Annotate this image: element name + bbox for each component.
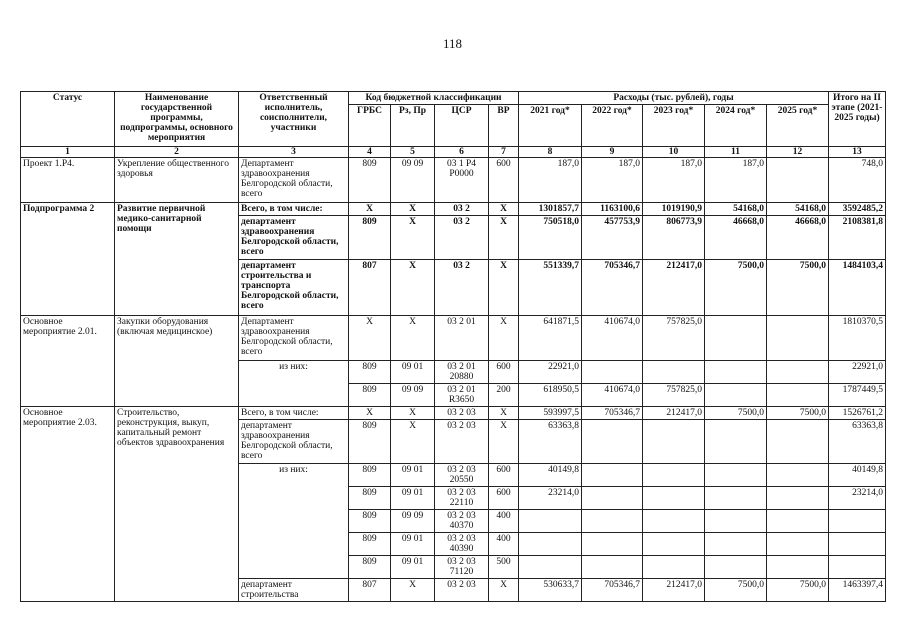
value-2025: [767, 533, 829, 556]
vr-cell: Х: [489, 203, 519, 216]
grbs-cell: 807: [349, 579, 391, 602]
value-2024: [705, 533, 767, 556]
value-2021: 187,0: [519, 158, 582, 203]
value-2022: [582, 487, 643, 510]
csr-cell: 03 2 03 22110: [435, 487, 489, 510]
header-2024: 2024 год*: [705, 105, 767, 147]
rzpr-cell: Х: [391, 420, 435, 464]
value-2023: 1019190,9: [643, 203, 705, 216]
vr-cell: 600: [489, 464, 519, 487]
vr-cell: Х: [489, 216, 519, 260]
header-expenses: Расходы (тыс. рублей), годы: [519, 92, 829, 105]
header-status: Статус: [21, 92, 115, 147]
value-2023: 212417,0: [643, 407, 705, 420]
csr-cell: 03 2 03 40370: [435, 510, 489, 533]
col-number: 4: [349, 147, 391, 158]
value-2021: 750518,0: [519, 216, 582, 260]
value-2025: [767, 420, 829, 464]
value-2025: 54168,0: [767, 203, 829, 216]
name-cell: Строительство, реконструкция, выкуп, капитальный ремонт объектов здравоохранения: [115, 407, 239, 602]
csr-cell: 03 2: [435, 203, 489, 216]
value-2024: [705, 510, 767, 533]
value-2022: 457753,9: [582, 216, 643, 260]
value-total: 1526761,2: [829, 407, 886, 420]
value-2023: [643, 420, 705, 464]
csr-cell: 03 1 Р4 Р0000: [435, 158, 489, 203]
value-2025: [767, 361, 829, 384]
rzpr-cell: 09 01: [391, 533, 435, 556]
grbs-cell: 809: [349, 158, 391, 203]
name-cell: Укрепление общественного здоровья: [115, 158, 239, 203]
value-2025: [767, 556, 829, 579]
value-2024: 7500,0: [705, 260, 767, 316]
value-2025: 46668,0: [767, 216, 829, 260]
header-name: Наименование государственной программы, подпрограммы, основного мероприятия: [115, 92, 239, 147]
value-2023: [643, 510, 705, 533]
value-2021: 593997,5: [519, 407, 582, 420]
value-2025: [767, 158, 829, 203]
value-2021: 551339,7: [519, 260, 582, 316]
col-number: 10: [643, 147, 705, 158]
vr-cell: 600: [489, 487, 519, 510]
rzpr-cell: 09 09: [391, 384, 435, 407]
header-responsible: Ответственный исполнитель, соисполнители, участники: [239, 92, 349, 147]
value-2023: 757825,0: [643, 384, 705, 407]
value-2022: [582, 556, 643, 579]
responsible-cell: департамент здравоохранения Белгородской области, всего: [239, 216, 349, 260]
grbs-cell: 809: [349, 216, 391, 260]
vr-cell: Х: [489, 407, 519, 420]
csr-cell: 03 2 03 40390: [435, 533, 489, 556]
rzpr-cell: Х: [391, 407, 435, 420]
value-total: 2108381,8: [829, 216, 886, 260]
col-number: 8: [519, 147, 582, 158]
grbs-cell: 809: [349, 361, 391, 384]
rzpr-cell: Х: [391, 316, 435, 361]
responsible-cell: Всего, в том числе:: [239, 407, 349, 420]
table-row: [21, 203, 886, 216]
header-csr: ЦСР: [435, 105, 489, 147]
grbs-cell: Х: [349, 316, 391, 361]
grbs-cell: 809: [349, 510, 391, 533]
rzpr-cell: Х: [391, 203, 435, 216]
rzpr-cell: 09 01: [391, 464, 435, 487]
responsible-cell: департамент строительства и транспорта Белгородской области, всего: [239, 260, 349, 316]
value-2023: [643, 487, 705, 510]
responsible-cell: из них:: [239, 464, 349, 579]
rzpr-cell: Х: [391, 579, 435, 602]
csr-cell: 03 2: [435, 260, 489, 316]
value-2022: 705346,7: [582, 579, 643, 602]
status-cell: Проект 1.Р4.: [21, 158, 115, 203]
responsible-cell: департамент здравоохранения Белгородской области, всего: [239, 420, 349, 464]
value-2025: 7500,0: [767, 579, 829, 602]
grbs-cell: 809: [349, 487, 391, 510]
grbs-cell: 809: [349, 533, 391, 556]
csr-cell: 03 2: [435, 216, 489, 260]
rzpr-cell: 09 09: [391, 158, 435, 203]
value-2025: [767, 316, 829, 361]
value-2025: [767, 510, 829, 533]
value-2023: [643, 361, 705, 384]
value-2024: [705, 556, 767, 579]
vr-cell: 400: [489, 510, 519, 533]
value-2021: 23214,0: [519, 487, 582, 510]
value-2022: 705346,7: [582, 407, 643, 420]
header-rzpr: Рз, Пр: [391, 105, 435, 147]
value-2021: 1301857,7: [519, 203, 582, 216]
responsible-cell: департамент строительства: [239, 579, 349, 602]
value-2021: 530633,7: [519, 579, 582, 602]
value-total: 22921,0: [829, 361, 886, 384]
name-cell: Развитие первичной медико-санитарной помощи: [115, 203, 239, 316]
vr-cell: Х: [489, 260, 519, 316]
col-number: 13: [829, 147, 886, 158]
value-2024: 54168,0: [705, 203, 767, 216]
col-number: 7: [489, 147, 519, 158]
col-number: 1: [21, 147, 115, 158]
col-number: 9: [582, 147, 643, 158]
status-cell: Основное мероприятие 2.01.: [21, 316, 115, 407]
grbs-cell: Х: [349, 407, 391, 420]
csr-cell: 03 2 03: [435, 420, 489, 464]
vr-cell: 400: [489, 533, 519, 556]
value-2023: 757825,0: [643, 316, 705, 361]
value-2022: 1163100,6: [582, 203, 643, 216]
value-2025: 7500,0: [767, 407, 829, 420]
responsible-cell: Всего, в том числе:: [239, 203, 349, 216]
value-total: 40149,8: [829, 464, 886, 487]
responsible-cell: Департамент здравоохранения Белгородской области, всего: [239, 158, 349, 203]
header-2023: 2023 год*: [643, 105, 705, 147]
value-2024: 187,0: [705, 158, 767, 203]
rzpr-cell: 09 01: [391, 361, 435, 384]
value-2025: [767, 487, 829, 510]
value-2024: [705, 361, 767, 384]
col-number: 11: [705, 147, 767, 158]
rzpr-cell: Х: [391, 216, 435, 260]
rzpr-cell: 09 01: [391, 487, 435, 510]
value-2024: [705, 487, 767, 510]
col-number: 12: [767, 147, 829, 158]
value-2023: [643, 556, 705, 579]
name-cell: Закупки оборудования (включая медицинское): [115, 316, 239, 407]
value-2023: 806773,9: [643, 216, 705, 260]
value-2024: [705, 420, 767, 464]
csr-cell: 03 2 01: [435, 316, 489, 361]
value-2024: 7500,0: [705, 407, 767, 420]
grbs-cell: Х: [349, 203, 391, 216]
header-budget-code: Код бюджетной классификации: [349, 92, 519, 105]
table-row: [21, 158, 886, 203]
value-2021: [519, 556, 582, 579]
vr-cell: 600: [489, 158, 519, 203]
value-2021: 618950,5: [519, 384, 582, 407]
value-2022: [582, 361, 643, 384]
grbs-cell: 809: [349, 464, 391, 487]
table-row: [21, 316, 886, 361]
csr-cell: 03 2 03: [435, 407, 489, 420]
value-total: [829, 556, 886, 579]
grbs-cell: 807: [349, 260, 391, 316]
value-2021: [519, 510, 582, 533]
value-2025: 7500,0: [767, 260, 829, 316]
rzpr-cell: Х: [391, 260, 435, 316]
col-number: 2: [115, 147, 239, 158]
value-2021: 22921,0: [519, 361, 582, 384]
header-total: Итого на II этапе (2021-2025 годы): [829, 92, 886, 147]
header-2021: 2021 год*: [519, 105, 582, 147]
grbs-cell: 809: [349, 420, 391, 464]
header-2025: 2025 год*: [767, 105, 829, 147]
header-2022: 2022 год*: [582, 105, 643, 147]
value-total: 748,0: [829, 158, 886, 203]
status-cell: Подпрограмма 2: [21, 203, 115, 316]
grbs-cell: 809: [349, 384, 391, 407]
value-2022: 187,0: [582, 158, 643, 203]
table-row: [21, 407, 886, 420]
vr-cell: 500: [489, 556, 519, 579]
vr-cell: Х: [489, 316, 519, 361]
value-2023: [643, 533, 705, 556]
rzpr-cell: 09 01: [391, 556, 435, 579]
csr-cell: 03 2 03 20550: [435, 464, 489, 487]
vr-cell: Х: [489, 420, 519, 464]
page-number: 118: [442, 36, 463, 51]
value-2024: [705, 464, 767, 487]
value-total: [829, 510, 886, 533]
status-cell: Основное мероприятие 2.03.: [21, 407, 115, 602]
vr-cell: Х: [489, 579, 519, 602]
responsible-cell: Департамент здравоохранения Белгородской области, всего: [239, 316, 349, 361]
header-vr: ВР: [489, 105, 519, 147]
value-2021: 641871,5: [519, 316, 582, 361]
col-number: 3: [239, 147, 349, 158]
value-2024: [705, 384, 767, 407]
budget-table-wrapper: [20, 91, 886, 602]
value-2022: [582, 533, 643, 556]
col-number: 5: [391, 147, 435, 158]
budget-table: [20, 91, 886, 602]
value-2025: [767, 464, 829, 487]
value-2022: [582, 510, 643, 533]
value-2025: [767, 384, 829, 407]
value-total: 23214,0: [829, 487, 886, 510]
value-2021: 63363,8: [519, 420, 582, 464]
value-2021: 40149,8: [519, 464, 582, 487]
value-2021: [519, 533, 582, 556]
value-2023: 187,0: [643, 158, 705, 203]
value-2024: [705, 316, 767, 361]
value-total: 3592485,2: [829, 203, 886, 216]
value-2023: 212417,0: [643, 260, 705, 316]
csr-cell: 03 2 03: [435, 579, 489, 602]
value-2022: 410674,0: [582, 316, 643, 361]
value-2022: 410674,0: [582, 384, 643, 407]
csr-cell: 03 2 03 71120: [435, 556, 489, 579]
value-2022: 705346,7: [582, 260, 643, 316]
vr-cell: 200: [489, 384, 519, 407]
value-total: 1787449,5: [829, 384, 886, 407]
value-total: 1810370,5: [829, 316, 886, 361]
value-2022: [582, 420, 643, 464]
header-grbs: ГРБС: [349, 105, 391, 147]
vr-cell: 600: [489, 361, 519, 384]
value-2024: 7500,0: [705, 579, 767, 602]
csr-cell: 03 2 01 20880: [435, 361, 489, 384]
responsible-cell: из них:: [239, 361, 349, 407]
value-total: [829, 533, 886, 556]
csr-cell: 03 2 01 R3650: [435, 384, 489, 407]
value-total: 1463397,4: [829, 579, 886, 602]
value-2023: 212417,0: [643, 579, 705, 602]
grbs-cell: 809: [349, 556, 391, 579]
value-2023: [643, 464, 705, 487]
column-numbers-row: [21, 147, 886, 158]
value-2024: 46668,0: [705, 216, 767, 260]
value-total: 63363,8: [829, 420, 886, 464]
rzpr-cell: 09 09: [391, 510, 435, 533]
value-total: 1484103,4: [829, 260, 886, 316]
value-2022: [582, 464, 643, 487]
col-number: 6: [435, 147, 489, 158]
